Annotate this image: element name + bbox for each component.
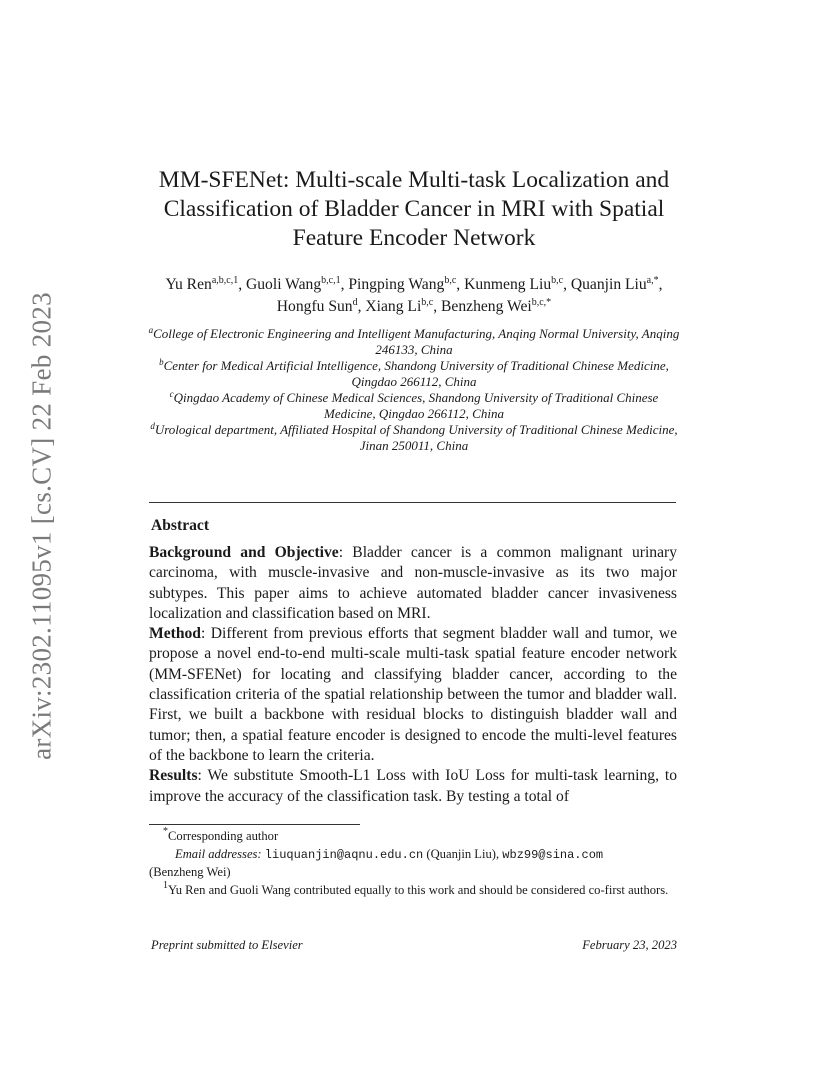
author-affil-mark: b,c,1: [321, 275, 341, 286]
footnote-corresponding: [149, 828, 677, 846]
footnote-equal-contribution: [149, 879, 677, 900]
footnote-emails: [149, 846, 677, 865]
author-name: Benzheng Wei: [441, 298, 532, 315]
abstract-background: [149, 543, 677, 624]
email-link[interactable]: liuquanjin@aqnu.edu.cn: [264, 847, 424, 862]
affiliation-mark: b: [159, 357, 164, 367]
footer-preprint: Preprint submitted to Elsevier: [151, 938, 303, 952]
abstract-background-text: : Bladder cancer is a common malignant urinary carcinoma, with muscle-invasive and non-muscle-invasive as its two major subtypes. This paper aims to achieve automated bladder cancer invasiveness localization and classification based on MRI.: [149, 544, 677, 622]
footnote-equal-text: Yu Ren and Guoli Wang contributed equally to this work and should be considered co-first authors.: [168, 882, 669, 897]
author-affil-mark: d: [352, 297, 358, 308]
affiliation: [148, 390, 680, 422]
abstract-results-label: Results: [149, 767, 198, 785]
author-affil-mark: b,c,*: [531, 297, 552, 308]
abstract-results-text: : We substitute Smooth-L1 Loss with IoU Loss for multi-task learning, to improve the accuracy of the classification task. By testing a total of: [149, 767, 677, 805]
abstract-body: [149, 543, 677, 807]
author-list: Yu Ren$^{a,b,c,1}$, Guoli Wang$^{b,c,1}$, Pingping Wang$^{b,c}$, Kunmeng Liu$^{b,c}$, Quanjin Liu$^{a,*}$, Hongfu Sun$^d$, Xiang Li$^{b,c}$, Benzheng Wei$^{b,c,*}$: [165, 275, 663, 315]
affiliation-text: Qingdao Academy of Chinese Medical Sciences, Shandong University of Traditional Chinese Medicine, Qingdao 266112, China: [173, 390, 659, 421]
email-owner: (Quanjin Liu),: [426, 846, 500, 861]
abstract-method: [149, 624, 677, 766]
abstract-background-label: Background and Objective: [149, 544, 339, 561]
arxiv-stamp: [22, 286, 62, 766]
abstract-top-rule: [149, 502, 676, 503]
affiliation: [148, 422, 680, 454]
author-affil-mark: b,c: [551, 275, 564, 286]
abstract-method-text: : Different from previous efforts that segment bladder wall and tumor, we propose a novel end-to-end multi-scale multi-task spatial feature encoder network (MM-SFENet) for locating and classifying bladder cancer, according to the classification criteria of the spatial relationship between the tumor and bladder wall. First, we built a backbone with residual blocks to distinguish bladder wall and tumor; then, a spatial feature encoder is designed to encode the multi-level features of the backbone to learn the criteria.: [149, 625, 677, 764]
paper-title: MM-SFENet: Multi-scale Multi-task Localization and Classification of Bladder Cancer in MRI with Spatial Feature Encoder Network: [158, 167, 670, 251]
affiliation-mark: a: [148, 325, 154, 335]
author-name: Kunmeng Liu: [464, 276, 552, 293]
affiliation: [148, 358, 680, 390]
affiliation-text: Urological department, Affiliated Hospital of Shandong University of Traditional Chinese Medicine, Jinan 250011, China: [154, 422, 678, 453]
affiliation-mark: c: [169, 389, 174, 399]
arxiv-stamp-text: arXiv:2302.11095v1 [cs.CV] 22 Feb 2023: [26, 292, 57, 760]
abstract-heading: Abstract: [151, 517, 210, 534]
author-name: Hongfu Sun: [276, 298, 353, 315]
footnote-corresponding-text: Corresponding author: [168, 829, 279, 843]
author-name: Xiang Li: [365, 298, 422, 315]
abstract-results: [149, 766, 677, 807]
author-name: Guoli Wang: [246, 276, 322, 293]
footnote-mark: *: [163, 826, 168, 837]
affiliation: [148, 326, 680, 358]
email-label: Email addresses:: [175, 846, 262, 861]
author-affil-mark: a,*: [646, 275, 659, 286]
author-name: Quanjin Liu: [570, 276, 647, 293]
footer-date: February 23, 2023: [582, 938, 677, 952]
footnote-rule: [149, 824, 360, 825]
affiliation-text: Center for Medical Artificial Intelligence, Shandong University of Traditional Chinese Medicine, Qingdao 266112, China: [163, 358, 669, 389]
footnote-emails-cont: [149, 864, 677, 882]
footnote-mark: 1: [163, 879, 168, 891]
affiliation-text: College of Electronic Engineering and Intelligent Manufacturing, Anqing Normal University, Anqing 246133, China: [153, 326, 680, 357]
author-affil-mark: b,c: [444, 275, 457, 286]
affiliation-list: [148, 326, 680, 454]
footnotes: [149, 828, 677, 899]
author-name: Pingping Wang: [348, 276, 445, 293]
author-affil-mark: b,c: [421, 297, 434, 308]
abstract-method-label: Method: [149, 625, 201, 643]
author-name: Yu Ren: [165, 276, 212, 293]
email-owner: (Benzheng Wei): [149, 865, 231, 879]
affiliation-mark: d: [150, 421, 155, 431]
author-affil-mark: a,b,c,1: [211, 275, 239, 286]
email-link[interactable]: wbz99@sina.com: [502, 847, 604, 862]
